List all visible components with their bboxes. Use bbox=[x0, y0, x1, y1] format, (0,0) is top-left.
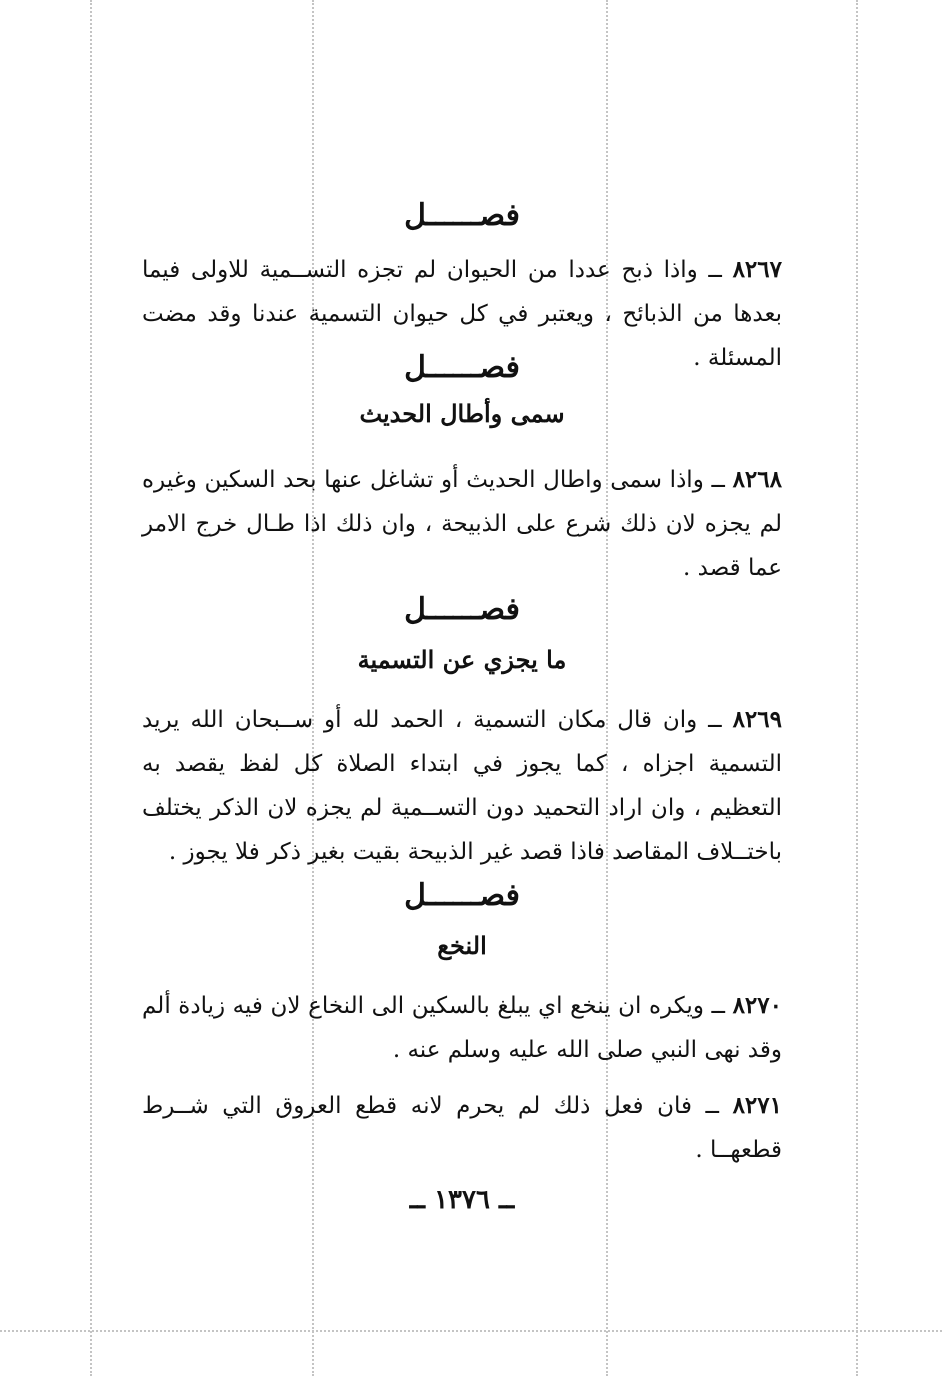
section-heading: فصــــــل bbox=[404, 350, 520, 385]
paragraph-text: ــ وان قال مكان التسمية ، الحمد لله أو ســبحان الله يريد التسمية اجزاه ، كما يجوز في ابتداء الصلاة كل لفظ يقصد به التعظيم ، وان اراد التحميد دون التســمية لم يجزه لان الذكر يختلف باختــلاف المقاصد فاذا قصد غير الذبيحة بقيت بغير ذكر فلا يجوز . bbox=[142, 707, 782, 865]
paragraph-8270 bbox=[142, 984, 782, 1072]
paragraph-number: ٨٢٦٩ bbox=[732, 706, 782, 733]
paragraph-text: ــ ويكره ان ينخع اي يبلغ بالسكين الى النخاع لان فيه زيادة ألم وقد نهى النبي صلى الله عليه وسلم عنه . bbox=[142, 993, 782, 1063]
scan-guide-line bbox=[90, 0, 92, 1376]
paragraph-8268 bbox=[142, 458, 782, 590]
paragraph-number: ٨٢٦٧ bbox=[732, 256, 782, 283]
paragraph-8271 bbox=[142, 1084, 782, 1172]
section-subheading: ما يجزي عن التسمية bbox=[357, 645, 567, 674]
paragraph-number: ٨٢٧١ bbox=[732, 1092, 782, 1119]
section-heading: فصــــــل bbox=[404, 878, 520, 913]
paragraph-text: ــ فان فعل ذلك لم يحرم لانه قطع العروق التي شــرط قطعهــا . bbox=[142, 1093, 782, 1163]
paragraph-text: ــ واذا ذبح عددا من الحيوان لم تجزه التســمية للاولى فيما بعدها من الذبائح ، ويعتبر في كل حيوان التسمية عندنا وقد مضت المسئلة . bbox=[142, 257, 782, 371]
section-heading: فصــــــل bbox=[404, 592, 520, 627]
scan-guide-line bbox=[0, 1330, 942, 1332]
section-heading: فصــــــل bbox=[404, 198, 520, 233]
section-subheading: سمى وأطال الحديث bbox=[359, 399, 565, 428]
paragraph-number: ٨٢٦٨ bbox=[732, 466, 782, 493]
paragraph-8269 bbox=[142, 698, 782, 874]
section-subheading: النخع bbox=[437, 931, 487, 960]
page-number: ــ ١٣٧٦ ــ bbox=[409, 1185, 515, 1215]
paragraph-text: ــ واذا سمى واطال الحديث أو تشاغل عنها بحد السكين وغيره لم يجزه لان ذلك شرع على الذبيحة ، وان ذلك اذا طـال خرج الامر عما قصد . bbox=[142, 467, 782, 581]
scan-guide-line bbox=[856, 0, 858, 1376]
paragraph-number: ٨٢٧٠ bbox=[732, 992, 782, 1019]
